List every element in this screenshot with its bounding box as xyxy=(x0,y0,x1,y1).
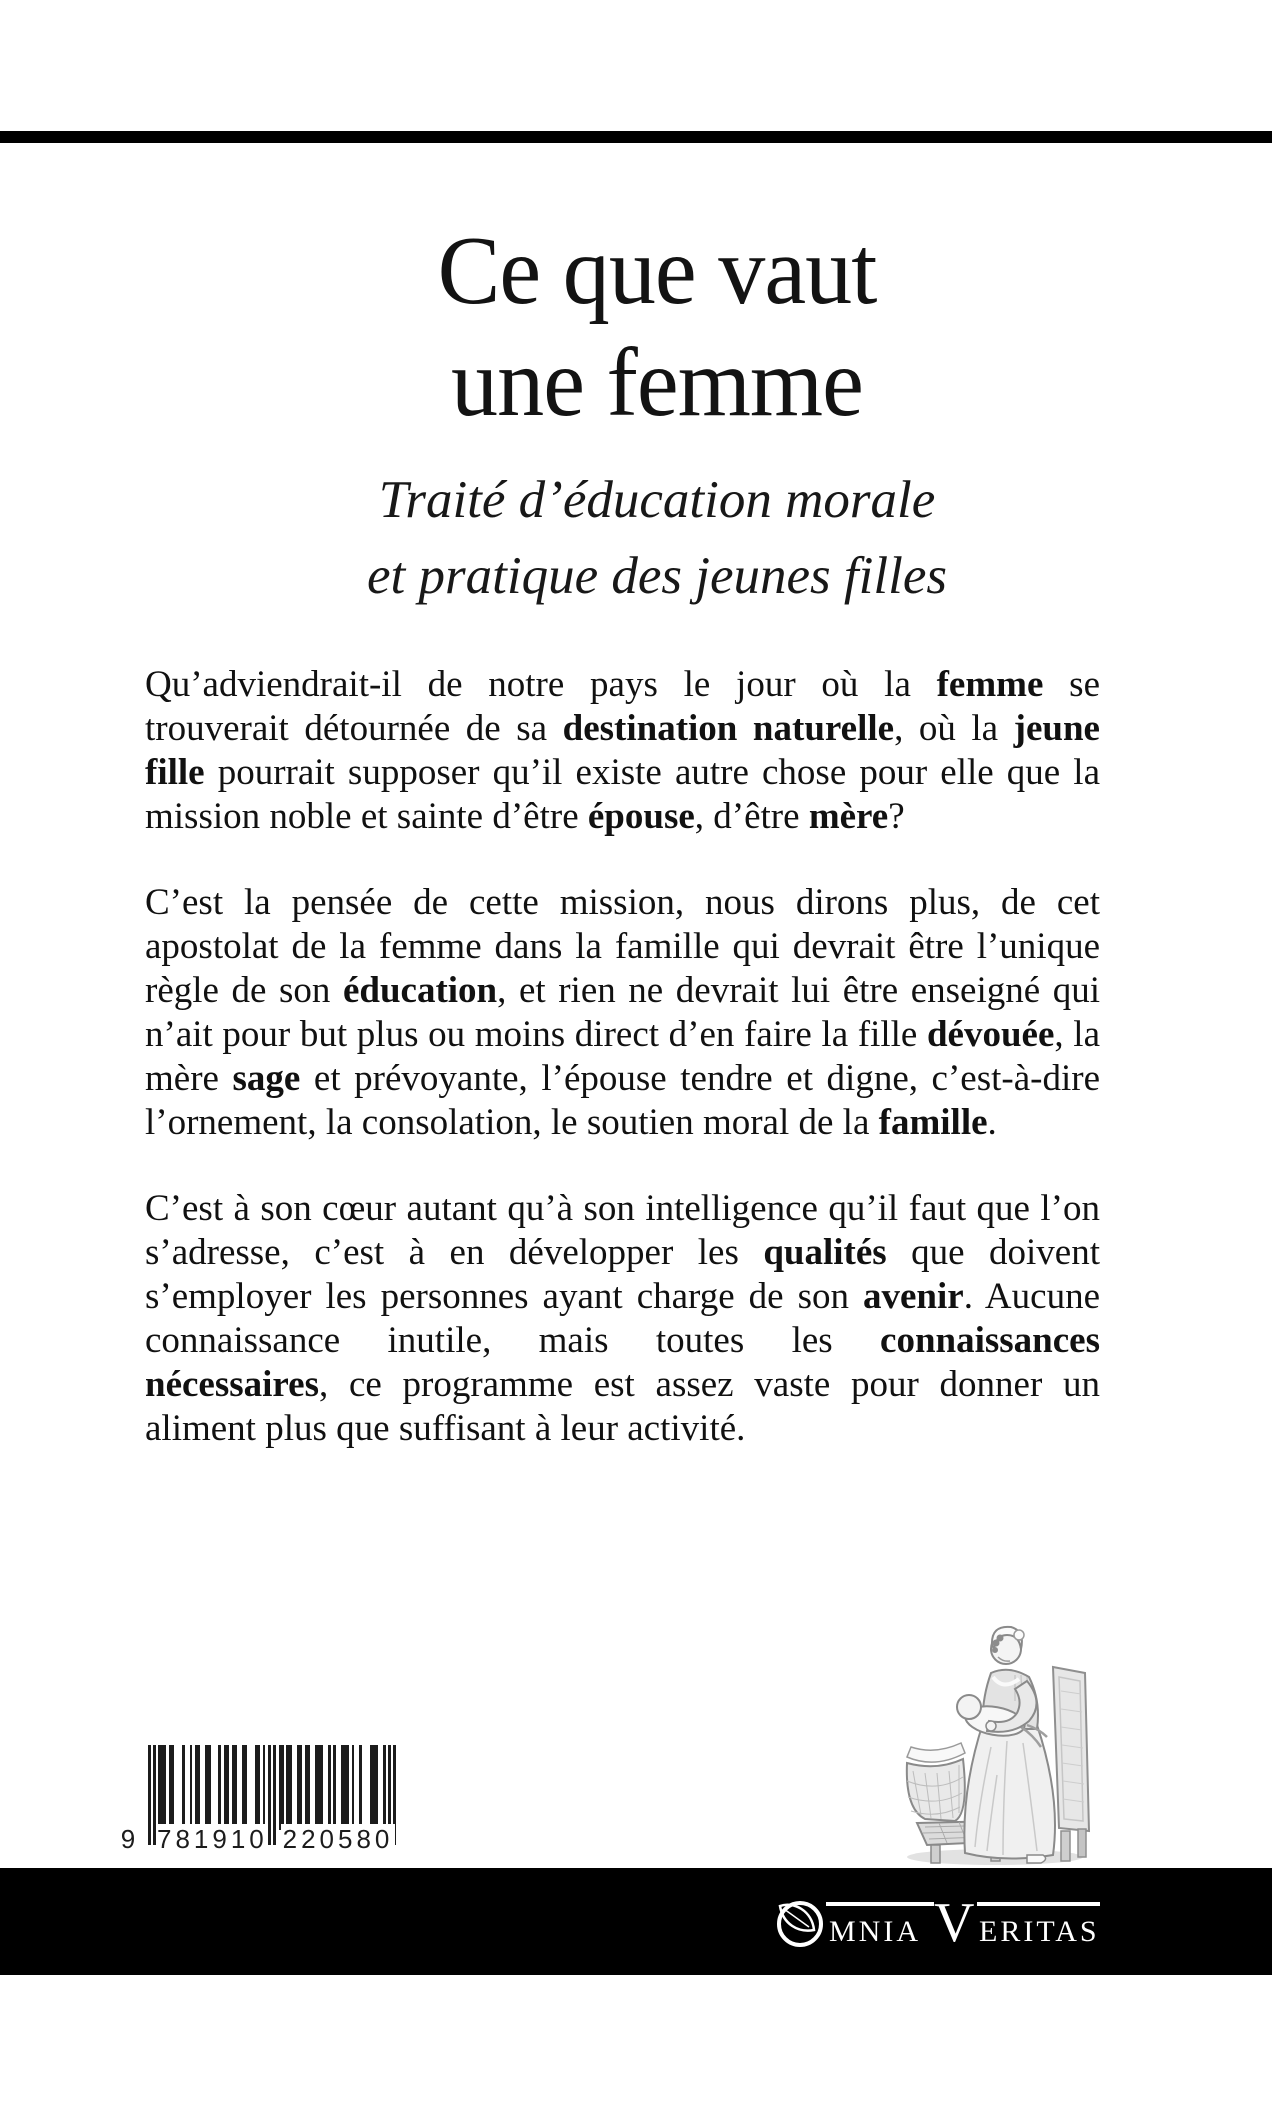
barcode-bar xyxy=(289,1745,292,1830)
book-subtitle xyxy=(42,462,1272,614)
barcode-bar xyxy=(383,1745,386,1830)
barcode-bar xyxy=(263,1745,266,1830)
barcode-bar xyxy=(346,1745,349,1830)
paragraph: C’est à son cœur autant qu’à son intelligence qu’il faut que l’on s’adresse, c’est à en développer les qualités que doivent s’employer les personnes ayant charge de son avenir. Aucune connaissance inutile, mais toutes les connaissances nécessaires, ce programme est assez vaste pour donner un aliment plus que suffisant à leur activité. xyxy=(145,1188,1101,1449)
barcode-bar xyxy=(258,1745,261,1830)
mother-nursing-child-engraving xyxy=(903,1605,1101,1867)
title-line-2: une femme xyxy=(451,329,863,437)
barcode-right-group: 220580 xyxy=(282,1824,394,1854)
barcode-bar xyxy=(148,1745,151,1845)
barcode-bar xyxy=(245,1745,248,1830)
engraving-illustration-svg xyxy=(903,1605,1101,1867)
barcode-bar xyxy=(359,1745,362,1830)
top-black-bar xyxy=(0,131,1272,143)
footer-black-bar xyxy=(0,1868,1272,1975)
book-title xyxy=(67,215,1248,439)
barcode-bar xyxy=(320,1745,323,1830)
barcode-bar xyxy=(281,1745,284,1830)
barcode-bar xyxy=(375,1745,378,1830)
barcode-prefix-digit: 9 xyxy=(114,1824,142,1855)
barcode-bar xyxy=(299,1745,302,1830)
barcode-bar xyxy=(328,1745,331,1830)
logo-text-v: V xyxy=(934,1895,975,1948)
isbn-barcode xyxy=(120,1745,396,1855)
subtitle-line-2: et pratique des jeunes filles xyxy=(367,547,947,605)
paragraph: Qu’adviendrait-il de notre pays le jour où la femme se trouverait détournée de sa destination naturelle, où la jeune fille pourrait supposer qu’il existe autre chose pour elle que la mission noble et sainte d’être épouse, d’être mère? xyxy=(145,664,1100,837)
barcode-bar xyxy=(234,1745,237,1830)
paragraph: C’est la pensée de cette mission, nous dirons plus, de cet apostolat de la femme dans la famille qui devrait être l’unique règle de son éducation, et rien ne devrait lui être enseigné qui n’ait pour but plus ou moins direct d’en faire la fille dévouée, la mère sage et prévoyante, l’épouse tendre et digne, c’est-à-dire l’ornement, la consolation, le soutien moral de la famille. xyxy=(145,882,1100,1143)
logo-text-mnia: MNIA xyxy=(829,1914,921,1948)
body-text xyxy=(145,663,1100,1451)
barcode-bar xyxy=(307,1745,310,1830)
barcode-bar xyxy=(333,1745,336,1830)
title-line-1: Ce que vaut xyxy=(437,217,877,325)
barcode-bar xyxy=(198,1745,201,1830)
barcode-bar xyxy=(208,1745,211,1830)
subtitle-line-1: Traité d’éducation morale xyxy=(378,471,936,529)
omnia-veritas-logo xyxy=(776,1896,1100,1948)
barcode-bar xyxy=(226,1745,229,1830)
barcode-bar xyxy=(218,1745,221,1830)
barcode-bar xyxy=(182,1745,185,1830)
barcode-bar xyxy=(190,1745,193,1830)
barcode-bar xyxy=(164,1745,167,1830)
barcode-bar xyxy=(273,1745,276,1845)
barcode-bar xyxy=(352,1745,355,1830)
barcode-bar xyxy=(171,1745,174,1830)
barcode-bar xyxy=(268,1745,271,1845)
logo-text-eritas: ERITAS xyxy=(979,1914,1100,1948)
barcode-left-group: 781910 xyxy=(157,1824,268,1854)
